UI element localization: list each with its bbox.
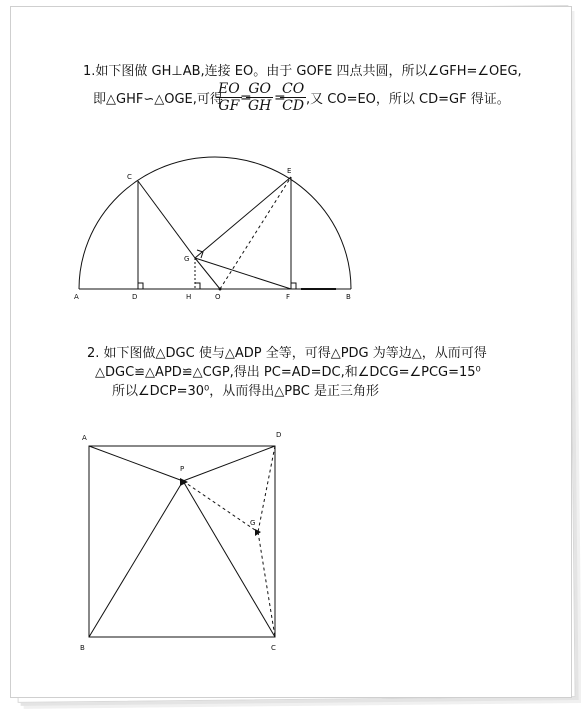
label-p: P	[180, 465, 185, 473]
label-f: F	[286, 293, 291, 301]
segment-dp	[183, 446, 275, 481]
fraction-denominator: CD	[282, 98, 305, 114]
label-b: B	[80, 644, 85, 652]
equals-sign: =	[240, 90, 252, 106]
fraction-denominator: GH	[248, 98, 272, 114]
label-h: H	[186, 293, 192, 301]
label-c: C	[271, 644, 276, 652]
segment-cp	[183, 481, 275, 637]
fraction-numerator: GO	[248, 81, 272, 97]
equals-sign: =	[274, 90, 286, 106]
label-a: A	[74, 293, 79, 301]
problem1-line1: 1.如下图做 GH⊥AB,连接 EO。由于 GOFE 四点共圆，所以∠GFH=∠OEG,	[83, 64, 522, 79]
segment-gc	[258, 532, 275, 637]
label-e: E	[287, 167, 292, 175]
problem1-line2-suffix: ,又 CO=EO，所以 CD=GF 得证。	[306, 92, 510, 107]
square-abcd	[89, 446, 275, 637]
problem2-line1: 2. 如下图做△DGC 使与△ADP 全等，可得△PDG 为等边△，从而可得	[87, 346, 487, 361]
label-d: D	[276, 431, 282, 439]
fraction-denominator: GF	[218, 98, 240, 114]
label-c: C	[127, 173, 132, 181]
label-g: G	[184, 255, 190, 263]
segment-pg	[183, 481, 258, 532]
label-a: A	[82, 434, 87, 442]
segment-dg	[258, 446, 275, 532]
fraction-numerator: CO	[282, 81, 305, 97]
problem2-line3: 所以∠DCP=30⁰，从而得出△PBC 是正三角形	[112, 384, 379, 399]
label-d: D	[132, 293, 138, 301]
segment-bp	[89, 481, 183, 637]
label-b: B	[346, 293, 351, 301]
label-o: O	[215, 293, 221, 301]
problem1-line2-prefix: 即△GHF∽△OGE,可得	[93, 92, 223, 107]
fraction-numerator: EO	[218, 81, 240, 97]
problem2-line2: △DGC≌△APD≌△CGP,得出 PC=AD=DC,和∠DCG=∠PCG=15⁰	[95, 365, 481, 380]
segment-ap	[89, 446, 183, 481]
label-g: G	[250, 519, 256, 527]
